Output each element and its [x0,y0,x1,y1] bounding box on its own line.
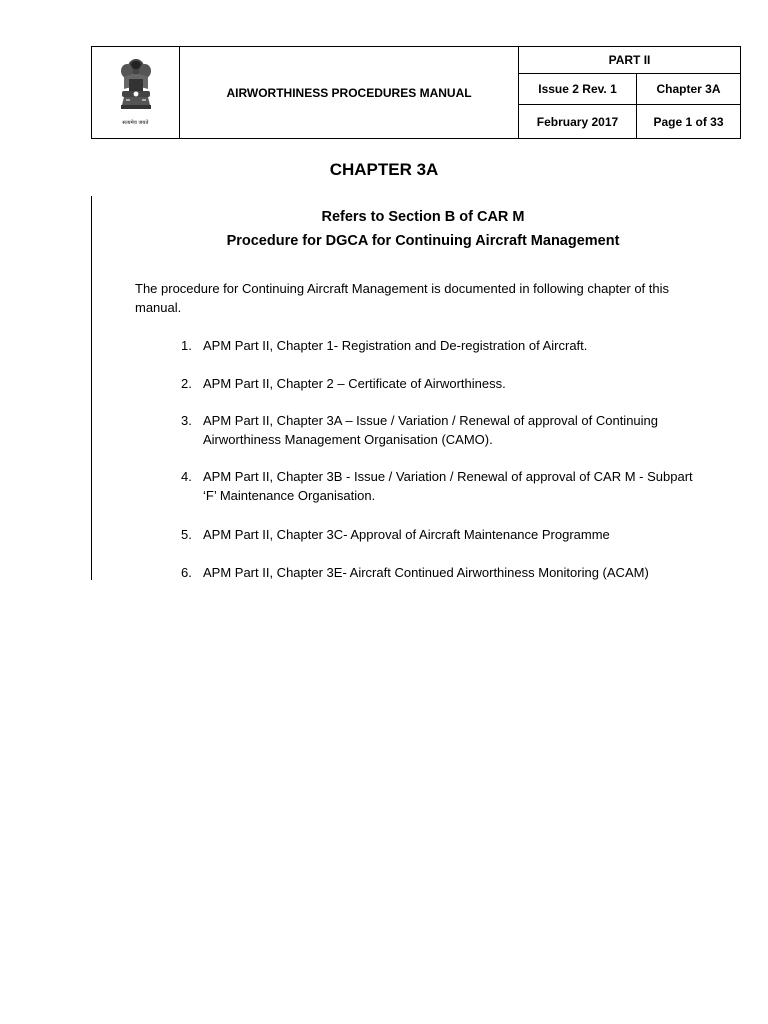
emblem-cell [92,47,180,138]
list-item-number: 1. [181,338,192,353]
list-item-number: 2. [181,376,192,391]
list-item [181,411,701,449]
chapter-label: Chapter 3A [637,74,740,105]
manual-title: AIRWORTHINESS PROCEDURES MANUAL [180,47,519,138]
page-number: Page 1 of 33 [653,114,724,129]
state-emblem-icon [110,57,162,129]
list-item-text: APM Part II, Chapter 1- Registration and De-registration of Aircraft. [203,338,588,353]
issue-date: February 2017 [519,105,637,138]
list-item [181,374,701,393]
list-item-text: APM Part II, Chapter 2 – Certificate of Airworthiness. [203,376,506,391]
revision-change-bar [91,196,92,580]
list-item-number: 3. [181,413,192,428]
list-item [181,563,701,582]
procedure-heading: Procedure for DGCA for Continuing Aircraft Management [226,233,620,249]
list-item-text: APM Part II, Chapter 3C- Approval of Aircraft Maintenance Programme [203,527,610,542]
list-item [181,467,701,505]
emblem-motto: सत्यमेव जयते [122,119,149,126]
list-item [181,336,701,355]
list-item [181,525,701,544]
document-header [91,46,741,139]
list-item-text: APM Part II, Chapter 3E- Aircraft Continued Airworthiness Monitoring (ACAM) [203,565,649,580]
part-label: PART II [519,47,740,74]
lion-capital-icon [116,57,156,119]
chapter-heading: CHAPTER 3A [329,160,439,179]
intro-paragraph: The procedure for Continuing Aircraft Management is documented in following chapter of this manual. [135,281,670,315]
issue-revision: Issue 2 Rev. 1 [519,74,637,105]
list-item-number: 5. [181,527,192,542]
list-item-text: APM Part II, Chapter 3B - Issue / Variation / Renewal of approval of CAR M - Subpart ‘F’ Maintenance Organisation. [203,469,693,503]
list-item-number: 6. [181,565,192,580]
section-reference-heading: Refers to Section B of CAR M [321,209,525,225]
list-item-number: 4. [181,469,192,484]
list-item-text: APM Part II, Chapter 3A – Issue / Variation / Renewal of approval of Continuing Airworthiness Management Organisation (CAMO). [203,413,659,447]
